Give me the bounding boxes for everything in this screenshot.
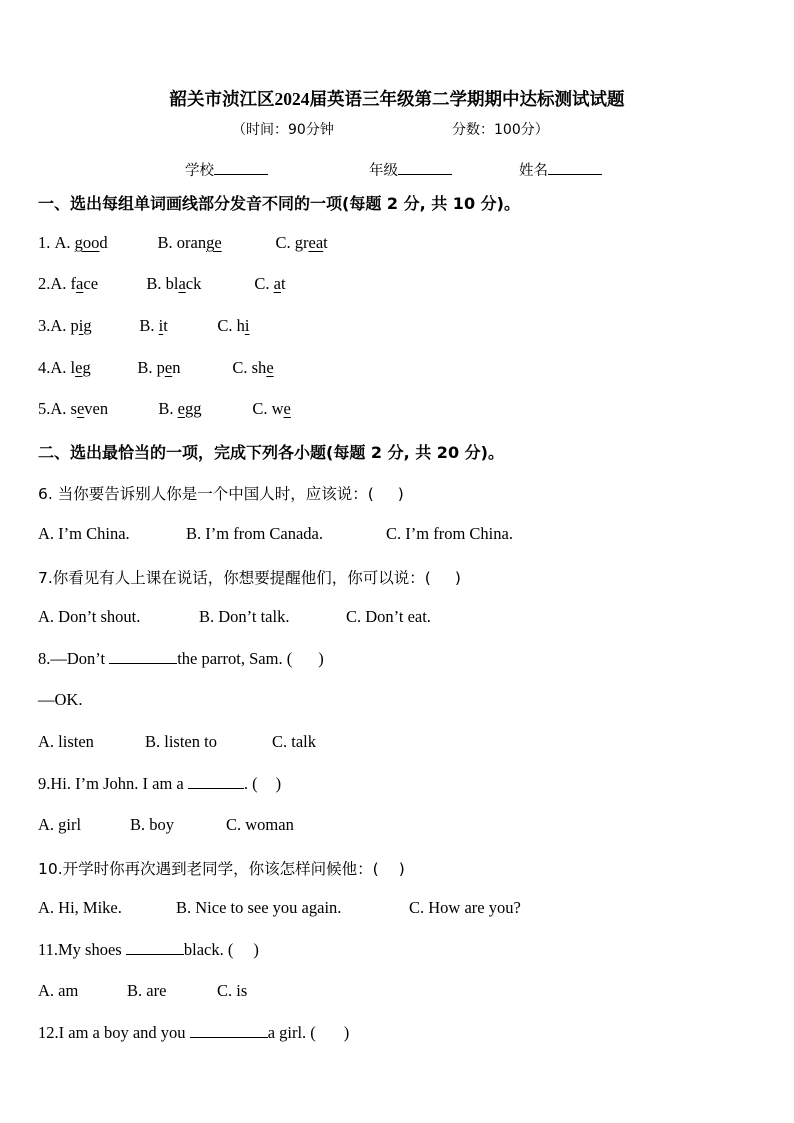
q2-option-a[interactable]: A. face <box>50 274 99 293</box>
q11-option-c[interactable]: C. is <box>217 981 248 1000</box>
q2-option-c[interactable]: C. at <box>254 274 286 293</box>
q9-options <box>38 815 294 835</box>
q8-options <box>38 732 316 752</box>
name-field <box>519 159 602 180</box>
q6-option-b[interactable]: B. I’m from Canada. <box>186 524 324 543</box>
exam-score: 分数：100分） <box>452 122 549 138</box>
name-label: 姓名 <box>519 163 548 179</box>
exam-time: （时间：90分钟 <box>232 122 334 138</box>
q2-option-b[interactable]: B. black <box>146 274 202 293</box>
q5-option-c[interactable]: C. we <box>252 399 291 418</box>
question-4 <box>38 358 274 378</box>
q8-text-post: the parrot, Sam. ( <box>177 649 293 668</box>
q8-text-pre: 8.—Don’t <box>38 649 110 668</box>
q10-option-a[interactable]: A. Hi, Mike. <box>38 898 122 917</box>
q1-option-b[interactable]: B. orange <box>157 233 222 252</box>
q12-blank[interactable] <box>190 1023 268 1038</box>
q1-option-a[interactable]: A. good <box>54 233 108 252</box>
q10-option-b[interactable]: B. Nice to see you again. <box>176 898 342 917</box>
q3-number: 3. <box>38 316 51 335</box>
q8-option-b[interactable]: B. listen to <box>145 732 217 751</box>
q8-answer-paren[interactable]: ) <box>318 649 324 668</box>
q6-text: 6. 当你要告诉别人你是一个中国人时，应该说：( <box>38 485 374 503</box>
q1-option-c[interactable]: C. great <box>275 233 328 252</box>
q4-option-c[interactable]: C. she <box>232 358 274 377</box>
q3-option-a[interactable]: A. pig <box>50 316 92 335</box>
q8-reply: —OK. <box>38 690 83 709</box>
q7-option-c[interactable]: C. Don’t eat. <box>346 607 431 626</box>
grade-blank[interactable] <box>398 161 452 175</box>
q10-options <box>38 898 521 918</box>
q7-option-b[interactable]: B. Don’t talk. <box>199 607 290 626</box>
q5-number: 5. <box>38 399 51 418</box>
question-9 <box>38 774 281 794</box>
q11-answer-paren[interactable]: ) <box>253 940 259 959</box>
q4-option-b[interactable]: B. pen <box>137 358 181 377</box>
section2-heading: 二、选出最恰当的一项，完成下列各小题(每题 2 分, 共 20 分)。 <box>38 443 504 462</box>
q9-blank[interactable] <box>188 774 244 789</box>
question-1 <box>38 233 328 253</box>
q3-option-b[interactable]: B. it <box>139 316 168 335</box>
q8-option-a[interactable]: A. listen <box>38 732 94 751</box>
q10-answer-paren[interactable]: ) <box>398 860 405 878</box>
q9-option-c[interactable]: C. woman <box>226 815 294 834</box>
q8-option-c[interactable]: C. talk <box>272 732 316 751</box>
question-3 <box>38 316 249 336</box>
question-10 <box>38 857 405 879</box>
q11-blank[interactable] <box>126 940 184 955</box>
q11-option-a[interactable]: A. am <box>38 981 79 1000</box>
question-6 <box>38 482 404 504</box>
q9-text-post: . ( <box>243 774 258 793</box>
q7-options <box>38 607 431 627</box>
q11-options <box>38 981 247 1001</box>
q7-answer-paren[interactable]: ) <box>454 569 461 587</box>
question-11 <box>38 940 259 960</box>
question-7 <box>38 566 461 588</box>
q6-options <box>38 524 513 544</box>
school-label: 学校 <box>185 163 214 179</box>
q6-option-c[interactable]: C. I’m from China. <box>386 524 513 543</box>
school-blank[interactable] <box>214 161 268 175</box>
q6-option-a[interactable]: A. I’m China. <box>38 524 130 543</box>
q11-option-b[interactable]: B. are <box>127 981 167 1000</box>
q4-option-a[interactable]: A. leg <box>50 358 91 377</box>
q3-option-c[interactable]: C. hi <box>217 316 250 335</box>
q7-text: 7.你看见有人上课在说话，你想要提醒他们，你可以说：( <box>38 569 431 587</box>
question-8 <box>38 649 324 669</box>
question-12 <box>38 1023 349 1043</box>
q8-blank[interactable] <box>109 649 177 664</box>
name-blank[interactable] <box>548 161 602 175</box>
q5-option-b[interactable]: B. egg <box>158 399 202 418</box>
q12-answer-paren[interactable]: ) <box>343 1023 350 1042</box>
question-5 <box>38 399 291 419</box>
q9-answer-paren[interactable]: ) <box>275 774 282 793</box>
q10-option-c[interactable]: C. How are you? <box>409 898 521 917</box>
grade-field <box>369 159 452 180</box>
q6-answer-paren[interactable]: ) <box>397 485 404 503</box>
q2-number: 2. <box>38 274 51 293</box>
school-field <box>185 159 268 180</box>
q12-text-pre: 12.I am a boy and you <box>38 1023 190 1042</box>
q9-text-pre: 9.Hi. I’m John. I am a <box>38 774 188 793</box>
q12-text-post: a girl. ( <box>267 1023 316 1042</box>
q5-option-a[interactable]: A. seven <box>50 399 109 418</box>
section1-heading: 一、选出每组单词画线部分发音不同的一项(每题 2 分, 共 10 分)。 <box>38 194 520 213</box>
q7-option-a[interactable]: A. Don’t shout. <box>38 607 141 626</box>
q10-text: 10.开学时你再次遇到老同学，你该怎样问候他：( <box>38 860 379 878</box>
q4-number: 4. <box>38 358 51 377</box>
q11-text-pre: 11.My shoes <box>38 940 126 959</box>
q9-option-a[interactable]: A. girl <box>38 815 82 834</box>
q1-number: 1. <box>38 233 55 252</box>
q11-text-post: black. ( <box>183 940 234 959</box>
question-2 <box>38 274 286 294</box>
q9-option-b[interactable]: B. boy <box>130 815 175 834</box>
grade-label: 年级 <box>369 163 398 179</box>
page-title: 韶关市浈江区2024届英语三年级第二学期期中达标测试试题 <box>169 89 625 109</box>
